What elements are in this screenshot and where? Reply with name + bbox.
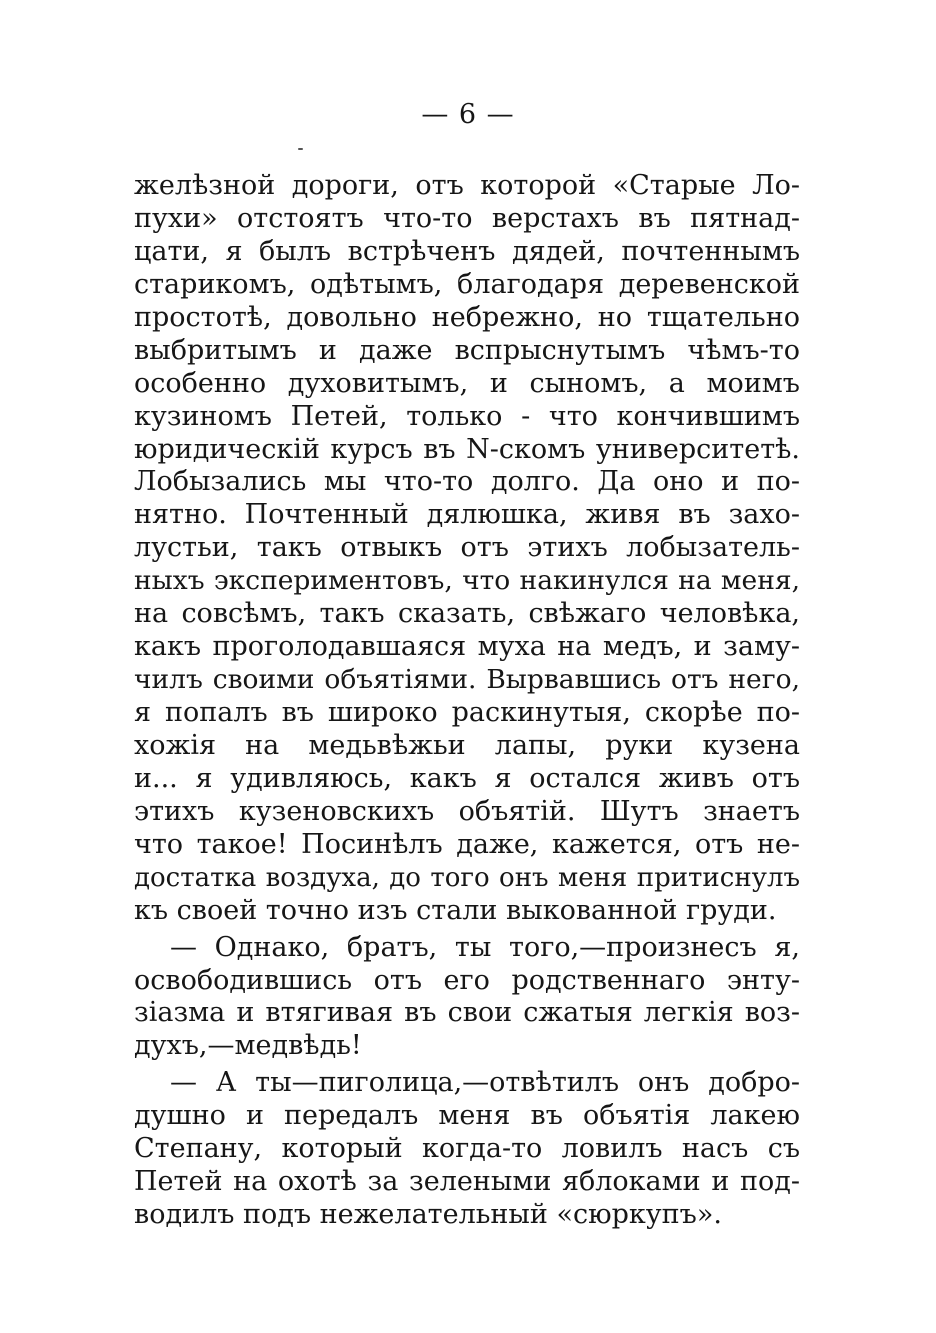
text-line: душно и передалъ меня въ объятія лакею: [134, 1100, 800, 1132]
text-line: пухи» отстоятъ что-то верстахъ въ пятнад-: [134, 202, 800, 234]
text-line: на совсѣмъ, такъ сказать, свѣжаго человѣка,: [134, 598, 800, 630]
text-line: нятно. Почтенный дялюшка, живя въ захо-: [134, 499, 800, 531]
text-line: выбритымъ и даже вспрыснутымъ чѣмъ-то: [134, 334, 800, 366]
text-line: юридическій курсъ въ N-скомъ университетѣ.: [134, 433, 800, 465]
page-number: — 6 —: [421, 99, 515, 130]
text-line: кузиномъ Петей, только - что кончившимъ: [134, 400, 800, 432]
text-line: чилъ своими объятіями. Вырвавшись отъ него,: [134, 664, 800, 696]
text-line: старикомъ, одѣтымъ, благодаря деревенской: [134, 268, 800, 300]
text-line: водилъ подъ нежелательный «сюркупъ».: [134, 1199, 722, 1231]
text-line: къ своей точно изъ стали выкованной груди.: [134, 894, 777, 926]
text-line: я попалъ въ широко раскинутыя, скорѣе по-: [134, 697, 800, 728]
text-line: простотѣ, довольно небрежно, но тщательно: [134, 301, 800, 333]
text-line: — Однако, братъ, ты того,—произнесъ я,: [170, 931, 800, 963]
text-line: цати, я былъ встрѣченъ дядей, почтеннымъ: [134, 235, 800, 267]
text-line: особенно духовитымъ, и сыномъ, а моимъ: [134, 367, 800, 399]
text-line: освободившись отъ его родственнаго энту-: [134, 964, 800, 996]
text-line: какъ проголодавшаяся муха на медъ, и заму-: [134, 631, 800, 663]
text-line: Лобызались мы что-то долго. Да оно и по-: [134, 466, 800, 498]
text-line: Степану, который когда-то ловилъ насъ съ: [134, 1133, 800, 1165]
text-line: этихъ кузеновскихъ объятій. Шутъ знаетъ: [134, 795, 800, 827]
text-line: желѣзной дороги, отъ которой «Старые Ло-: [134, 170, 800, 201]
text-line: что такое! Посинѣлъ даже, кажется, отъ не-: [134, 828, 800, 860]
print-speck: [298, 148, 303, 150]
text-line: хожія на медьвѣжьи лапы, руки кузена: [134, 729, 800, 761]
body-text: [134, 170, 800, 1232]
text-line: — А ты—пиголица,—отвѣтилъ онъ добро-: [170, 1067, 800, 1099]
text-line: и... я удивляюсь, какъ я остался живъ отъ: [134, 762, 800, 794]
text-line: Петей на охотѣ за зелеными яблоками и под-: [134, 1166, 800, 1198]
text-line: лустьи, такъ отвыкъ отъ этихъ лобызатель-: [134, 532, 800, 564]
text-line: духъ,—медвѣдь!: [134, 1030, 362, 1062]
text-line: достатка воздуха, до того онъ меня притиснулъ: [134, 862, 800, 893]
text-line: ныхъ экспериментовъ, что накинулся на меня,: [134, 565, 800, 597]
text-line: зіазма и втягивая въ свои сжатыя легкія воз-: [134, 997, 800, 1029]
